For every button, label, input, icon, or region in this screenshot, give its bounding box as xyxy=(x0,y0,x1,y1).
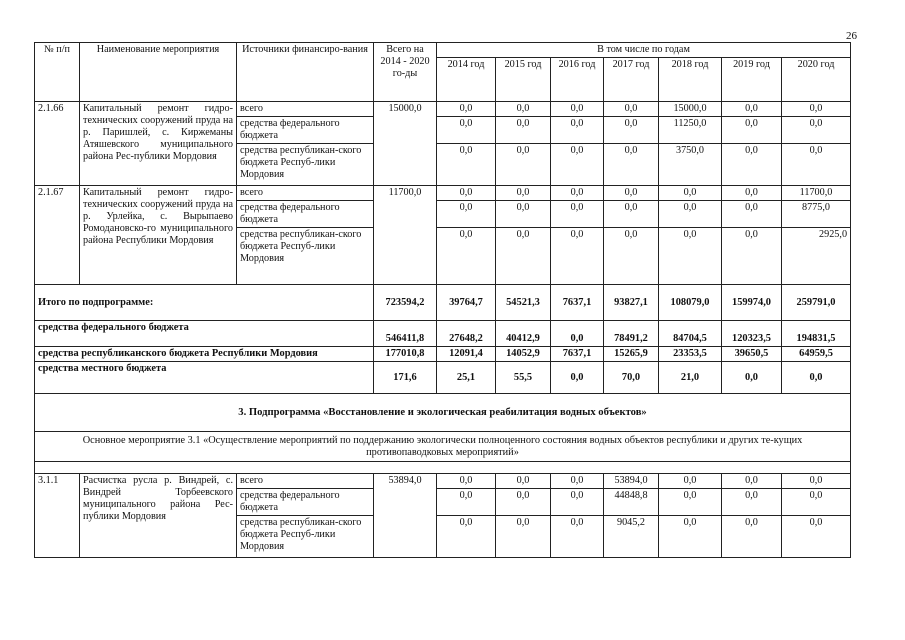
document-table-wrapper xyxy=(34,42,850,558)
item-name: Капитальный ремонт гидро-технических сооружений пруда на р. Паришлей, с. Киржеманы Атяшевского муниципального района Рес-публики Мордовия xyxy=(80,102,237,186)
value-cell: 0,0 xyxy=(551,117,604,144)
source-cell: средства республикан-ского бюджета Респуб-лики Мордовия xyxy=(237,228,374,285)
total-year-value: 55,5 xyxy=(496,362,551,394)
value-cell: 0,0 xyxy=(604,117,659,144)
value-cell: 9045,2 xyxy=(604,516,659,558)
total-year-value: 120323,5 xyxy=(722,321,782,347)
total-year-value: 78491,2 xyxy=(604,321,659,347)
total-value: 177010,8 xyxy=(374,347,437,362)
value-cell: 0,0 xyxy=(437,144,496,186)
value-cell: 0,0 xyxy=(437,489,496,516)
total-year-value: 0,0 xyxy=(782,362,851,394)
value-cell: 11700,0 xyxy=(782,186,851,201)
total-year-value: 194831,5 xyxy=(782,321,851,347)
spacer-cell xyxy=(35,462,851,474)
value-cell: 0,0 xyxy=(551,102,604,117)
source-cell: средства республикан-ского бюджета Респуб-лики Мордовия xyxy=(237,144,374,186)
value-cell: 0,0 xyxy=(437,117,496,144)
total-row xyxy=(35,285,851,321)
value-cell: 0,0 xyxy=(722,489,782,516)
total-year-value: 64959,5 xyxy=(782,347,851,362)
header-num: № п/п xyxy=(35,43,80,102)
total-year-value: 21,0 xyxy=(659,362,722,394)
total-year-value: 0,0 xyxy=(551,321,604,347)
value-cell: 0,0 xyxy=(551,489,604,516)
item-total: 11700,0 xyxy=(374,186,437,285)
value-cell: 0,0 xyxy=(496,489,551,516)
source-cell: всего xyxy=(237,102,374,117)
value-cell: 2925,0 xyxy=(782,228,851,285)
value-cell: 0,0 xyxy=(782,144,851,186)
total-year-value: 7637,1 xyxy=(551,347,604,362)
value-cell: 0,0 xyxy=(496,144,551,186)
total-year-value: 12091,4 xyxy=(437,347,496,362)
value-cell: 0,0 xyxy=(604,102,659,117)
value-cell: 0,0 xyxy=(722,228,782,285)
value-cell: 0,0 xyxy=(551,144,604,186)
value-cell: 0,0 xyxy=(437,102,496,117)
value-cell: 8775,0 xyxy=(782,201,851,228)
value-cell: 0,0 xyxy=(437,516,496,558)
value-cell: 0,0 xyxy=(551,516,604,558)
value-cell: 0,0 xyxy=(437,474,496,489)
total-value: 171,6 xyxy=(374,362,437,394)
total-year-value: 40412,9 xyxy=(496,321,551,347)
table-row xyxy=(35,474,851,489)
value-cell: 0,0 xyxy=(659,186,722,201)
item-name: Расчистка русла р. Виндрей, с. Виндрей Торбеевского муниципального района Рес-публики Мордовия xyxy=(80,474,237,558)
header-year: 2020 год xyxy=(782,58,851,102)
value-cell: 0,0 xyxy=(782,516,851,558)
header-sources: Источники финансиро-вания xyxy=(237,43,374,102)
total-year-value: 259791,0 xyxy=(782,285,851,321)
total-year-value: 39764,7 xyxy=(437,285,496,321)
item-name: Капитальный ремонт гидро-технических сооружений пруда на р. Урлейка, с. Вырыпаево Ромодановско-го муниципального района Республики Мордовия xyxy=(80,186,237,285)
value-cell: 0,0 xyxy=(437,201,496,228)
header-total: Всего на 2014 - 2020 го-ды xyxy=(374,43,437,102)
header-by-years: В том числе по годам xyxy=(437,43,851,58)
value-cell: 0,0 xyxy=(722,144,782,186)
value-cell: 53894,0 xyxy=(604,474,659,489)
table-row xyxy=(35,186,851,201)
value-cell: 0,0 xyxy=(604,228,659,285)
page-number: 26 xyxy=(846,30,857,42)
section-title: 3. Подпрограмма «Восстановление и экологическая реабилитация водных объектов» xyxy=(35,394,851,432)
total-value: 546411,8 xyxy=(374,321,437,347)
value-cell: 0,0 xyxy=(722,102,782,117)
total-year-value: 39650,5 xyxy=(722,347,782,362)
item-num: 2.1.66 xyxy=(35,102,80,186)
value-cell: 0,0 xyxy=(722,186,782,201)
value-cell: 3750,0 xyxy=(659,144,722,186)
item-total: 15000,0 xyxy=(374,102,437,186)
source-cell: средства федерального бюджета xyxy=(237,489,374,516)
value-cell: 0,0 xyxy=(496,516,551,558)
total-row xyxy=(35,362,851,394)
value-cell: 11250,0 xyxy=(659,117,722,144)
total-year-value: 14052,9 xyxy=(496,347,551,362)
value-cell: 0,0 xyxy=(496,186,551,201)
value-cell: 0,0 xyxy=(782,117,851,144)
item-num: 3.1.1 xyxy=(35,474,80,558)
value-cell: 0,0 xyxy=(551,474,604,489)
value-cell: 0,0 xyxy=(659,201,722,228)
item-total: 53894,0 xyxy=(374,474,437,558)
total-year-value: 25,1 xyxy=(437,362,496,394)
total-year-value: 15265,9 xyxy=(604,347,659,362)
header-year: 2014 год xyxy=(437,58,496,102)
total-row xyxy=(35,347,851,362)
total-year-value: 27648,2 xyxy=(437,321,496,347)
total-year-value: 84704,5 xyxy=(659,321,722,347)
header-year: 2015 год xyxy=(496,58,551,102)
source-cell: средства федерального бюджета xyxy=(237,201,374,228)
value-cell: 0,0 xyxy=(782,102,851,117)
total-year-value: 7637,1 xyxy=(551,285,604,321)
value-cell: 0,0 xyxy=(722,516,782,558)
total-label: Итого по подпрограмме: xyxy=(35,285,374,321)
value-cell: 0,0 xyxy=(782,474,851,489)
value-cell: 0,0 xyxy=(604,201,659,228)
value-cell: 0,0 xyxy=(659,228,722,285)
total-value: 723594,2 xyxy=(374,285,437,321)
value-cell: 0,0 xyxy=(437,228,496,285)
basic-measure-row xyxy=(35,432,851,462)
total-year-value: 0,0 xyxy=(722,362,782,394)
total-year-value: 93827,1 xyxy=(604,285,659,321)
total-label: средства федерального бюджета xyxy=(35,321,374,347)
value-cell: 0,0 xyxy=(722,201,782,228)
source-cell: всего xyxy=(237,186,374,201)
value-cell: 0,0 xyxy=(722,474,782,489)
total-year-value: 159974,0 xyxy=(722,285,782,321)
total-year-value: 108079,0 xyxy=(659,285,722,321)
total-row xyxy=(35,321,851,347)
source-cell: всего xyxy=(237,474,374,489)
header-year: 2017 год xyxy=(604,58,659,102)
item-num: 2.1.67 xyxy=(35,186,80,285)
total-year-value: 70,0 xyxy=(604,362,659,394)
value-cell: 0,0 xyxy=(551,201,604,228)
value-cell: 0,0 xyxy=(437,186,496,201)
header-year: 2016 год xyxy=(551,58,604,102)
header-name: Наименование мероприятия xyxy=(80,43,237,102)
value-cell: 0,0 xyxy=(722,117,782,144)
value-cell: 0,0 xyxy=(496,201,551,228)
value-cell: 0,0 xyxy=(782,489,851,516)
value-cell: 0,0 xyxy=(496,117,551,144)
total-year-value: 23353,5 xyxy=(659,347,722,362)
value-cell: 0,0 xyxy=(496,474,551,489)
header-year: 2019 год xyxy=(722,58,782,102)
total-year-value: 0,0 xyxy=(551,362,604,394)
value-cell: 0,0 xyxy=(659,489,722,516)
value-cell: 15000,0 xyxy=(659,102,722,117)
value-cell: 44848,8 xyxy=(604,489,659,516)
basic-measure: Основное мероприятие 3.1 «Осуществление мероприятий по поддержанию экологически полноценного состояния водных объектов республики и других те-кущих противопаводковых мероприятий» xyxy=(35,432,851,462)
spacer-row xyxy=(35,462,851,474)
value-cell: 0,0 xyxy=(604,144,659,186)
program-funding-table xyxy=(34,42,851,558)
value-cell: 0,0 xyxy=(551,186,604,201)
value-cell: 0,0 xyxy=(496,228,551,285)
source-cell: средства республикан-ского бюджета Респуб-лики Мордовия xyxy=(237,516,374,558)
table-row xyxy=(35,102,851,117)
value-cell: 0,0 xyxy=(551,228,604,285)
value-cell: 0,0 xyxy=(659,516,722,558)
total-year-value: 54521,3 xyxy=(496,285,551,321)
value-cell: 0,0 xyxy=(496,102,551,117)
source-cell: средства федерального бюджета xyxy=(237,117,374,144)
total-label: средства республиканского бюджета Республики Мордовия xyxy=(35,347,374,362)
value-cell: 0,0 xyxy=(604,186,659,201)
total-label: средства местного бюджета xyxy=(35,362,374,394)
section-row xyxy=(35,394,851,432)
value-cell: 0,0 xyxy=(659,474,722,489)
header-year: 2018 год xyxy=(659,58,722,102)
